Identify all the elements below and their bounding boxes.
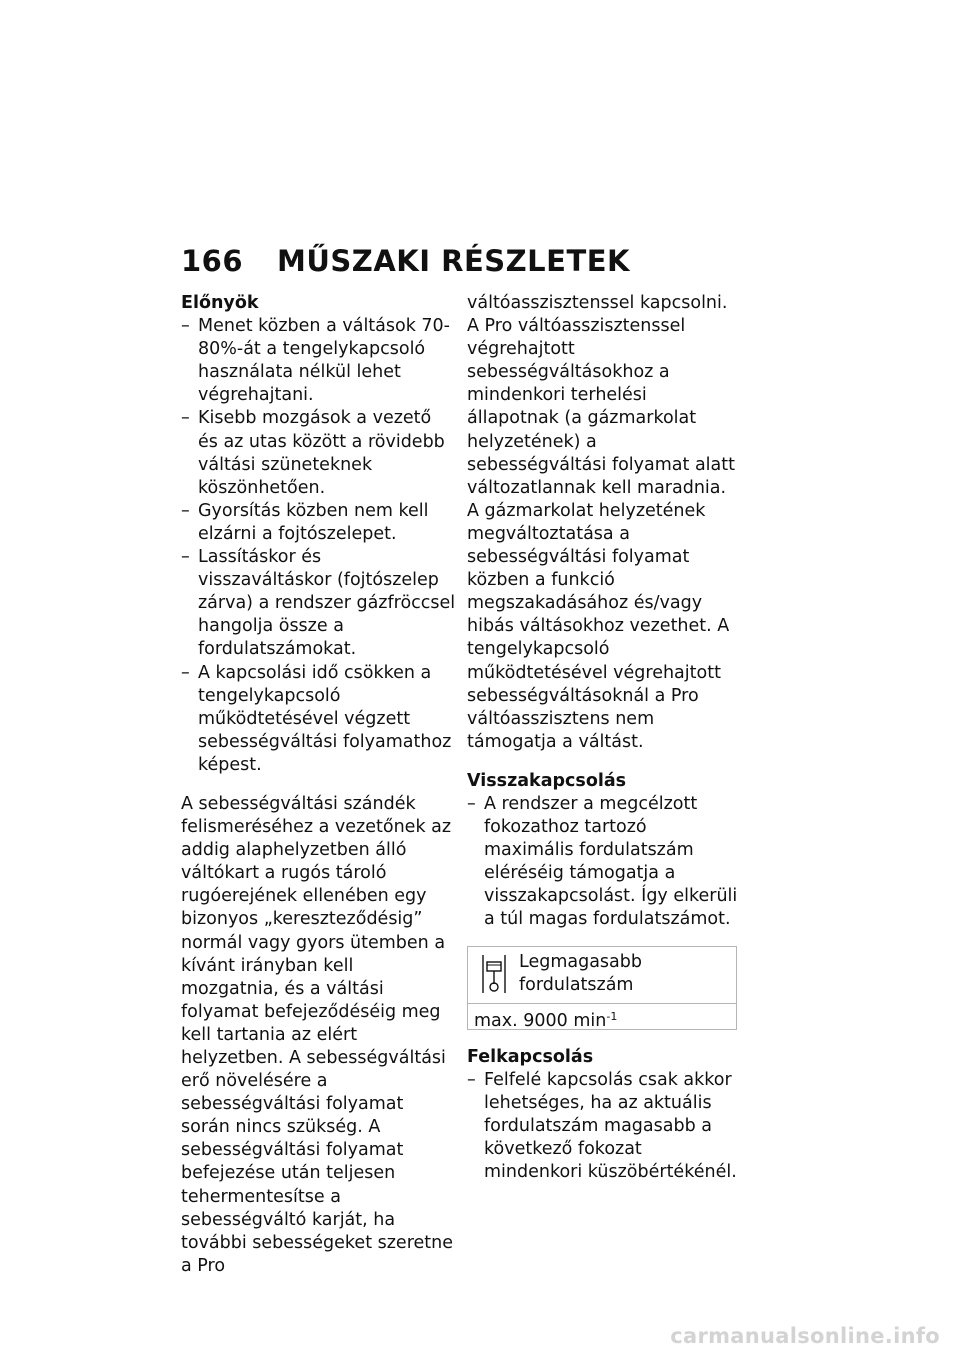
body-paragraph: A sebességváltási szándék felismeréséhez a vezetőnek az addig alaphelyzetben álló váltókart a rugós tároló rugóerejének ellenében egy bizonyos „kereszteződésig” normál vagy gyors ütemben a kívánt irányban kell mozgatnia, és a váltási folyamat befejeződéséig meg kell tartania az elért helyzetben. A sebességváltási erő növelésére a sebességváltási folyamat során nincs szükség. A sebességváltási folyamat befejezése után teljesen tehermentesítse a sebességváltó karját, ha további sebességeket szeretne a Pro [181,793,453,1276]
spec-row-header [468,947,736,1004]
spec-value: max. 9000 $\min^{-1}$ [474,1009,618,1031]
page-title: MŰSZAKI RÉSZLETEK [277,244,631,278]
spec-label: Legmagasabb fordulatszám [519,951,642,995]
list-item: – Menet közben a váltások 70-80%-át a tengelykapcsoló használata nélkül lehet végrehajtani. [181,316,450,406]
page-number: 166 [181,244,244,278]
section-heading-upshift: Felkapcsolás [467,1046,594,1067]
left-column [181,292,456,1278]
right-column [467,292,739,1184]
spec-table [467,946,737,1030]
list-item: – A kapcsolási idő csökken a tengelykapcsoló működtetésével végzett sebességváltási folyamathoz képest. [181,662,452,775]
section-heading-advantages: Előnyök [181,293,259,313]
list-item: – A rendszer a megcélzott fokozathoz tartozó maximális fordulatszám eléréséig támogatja a visszakapcsolást. Így elkerüli a túl magas fordulatszámot. [467,793,738,930]
list-item: – Lassításkor és visszaváltáskor (fojtószelep zárva) a rendszer gázfröccsel hangolja össze a fordulatszámokat. [181,547,456,660]
section-heading-downshift: Visszakapcsolás [467,770,627,791]
watermark: carmanualsonline.info [670,1324,940,1348]
body-paragraph: váltóasszisztenssel kapcsolni. A Pro váltóasszisztenssel végrehajtott sebességváltásokhoz a mindenkori terhelési állapotnak (a gázmarkolat helyzetének) a sebességváltási folyamat alatt változatlannak kell maradnia. A gázmarkolat helyzetének megváltoztatása a sebességváltási folyamat közben a funkció megszakadásához és/vagy hibás váltásokhoz vezethet. A tengelykapcsoló működtetésével végrehajtott sebességváltásoknál a Pro váltóasszisztens nem támogatja a váltást. [467,293,735,752]
engine-piston-icon [482,954,506,994]
list-item: – Gyorsítás közben nem kell elzárni a fojtószelepet. [181,500,429,544]
list-item: – Felfelé kapcsolás csak akkor lehetséges, ha az aktuális fordulatszám magasabb a következő fokozat mindenkori küszöbértékénél. [467,1069,737,1182]
list-item: – Kisebb mozgások a vezető és az utas között a rövidebb váltási szüneteknek köszönhetően. [181,408,445,498]
